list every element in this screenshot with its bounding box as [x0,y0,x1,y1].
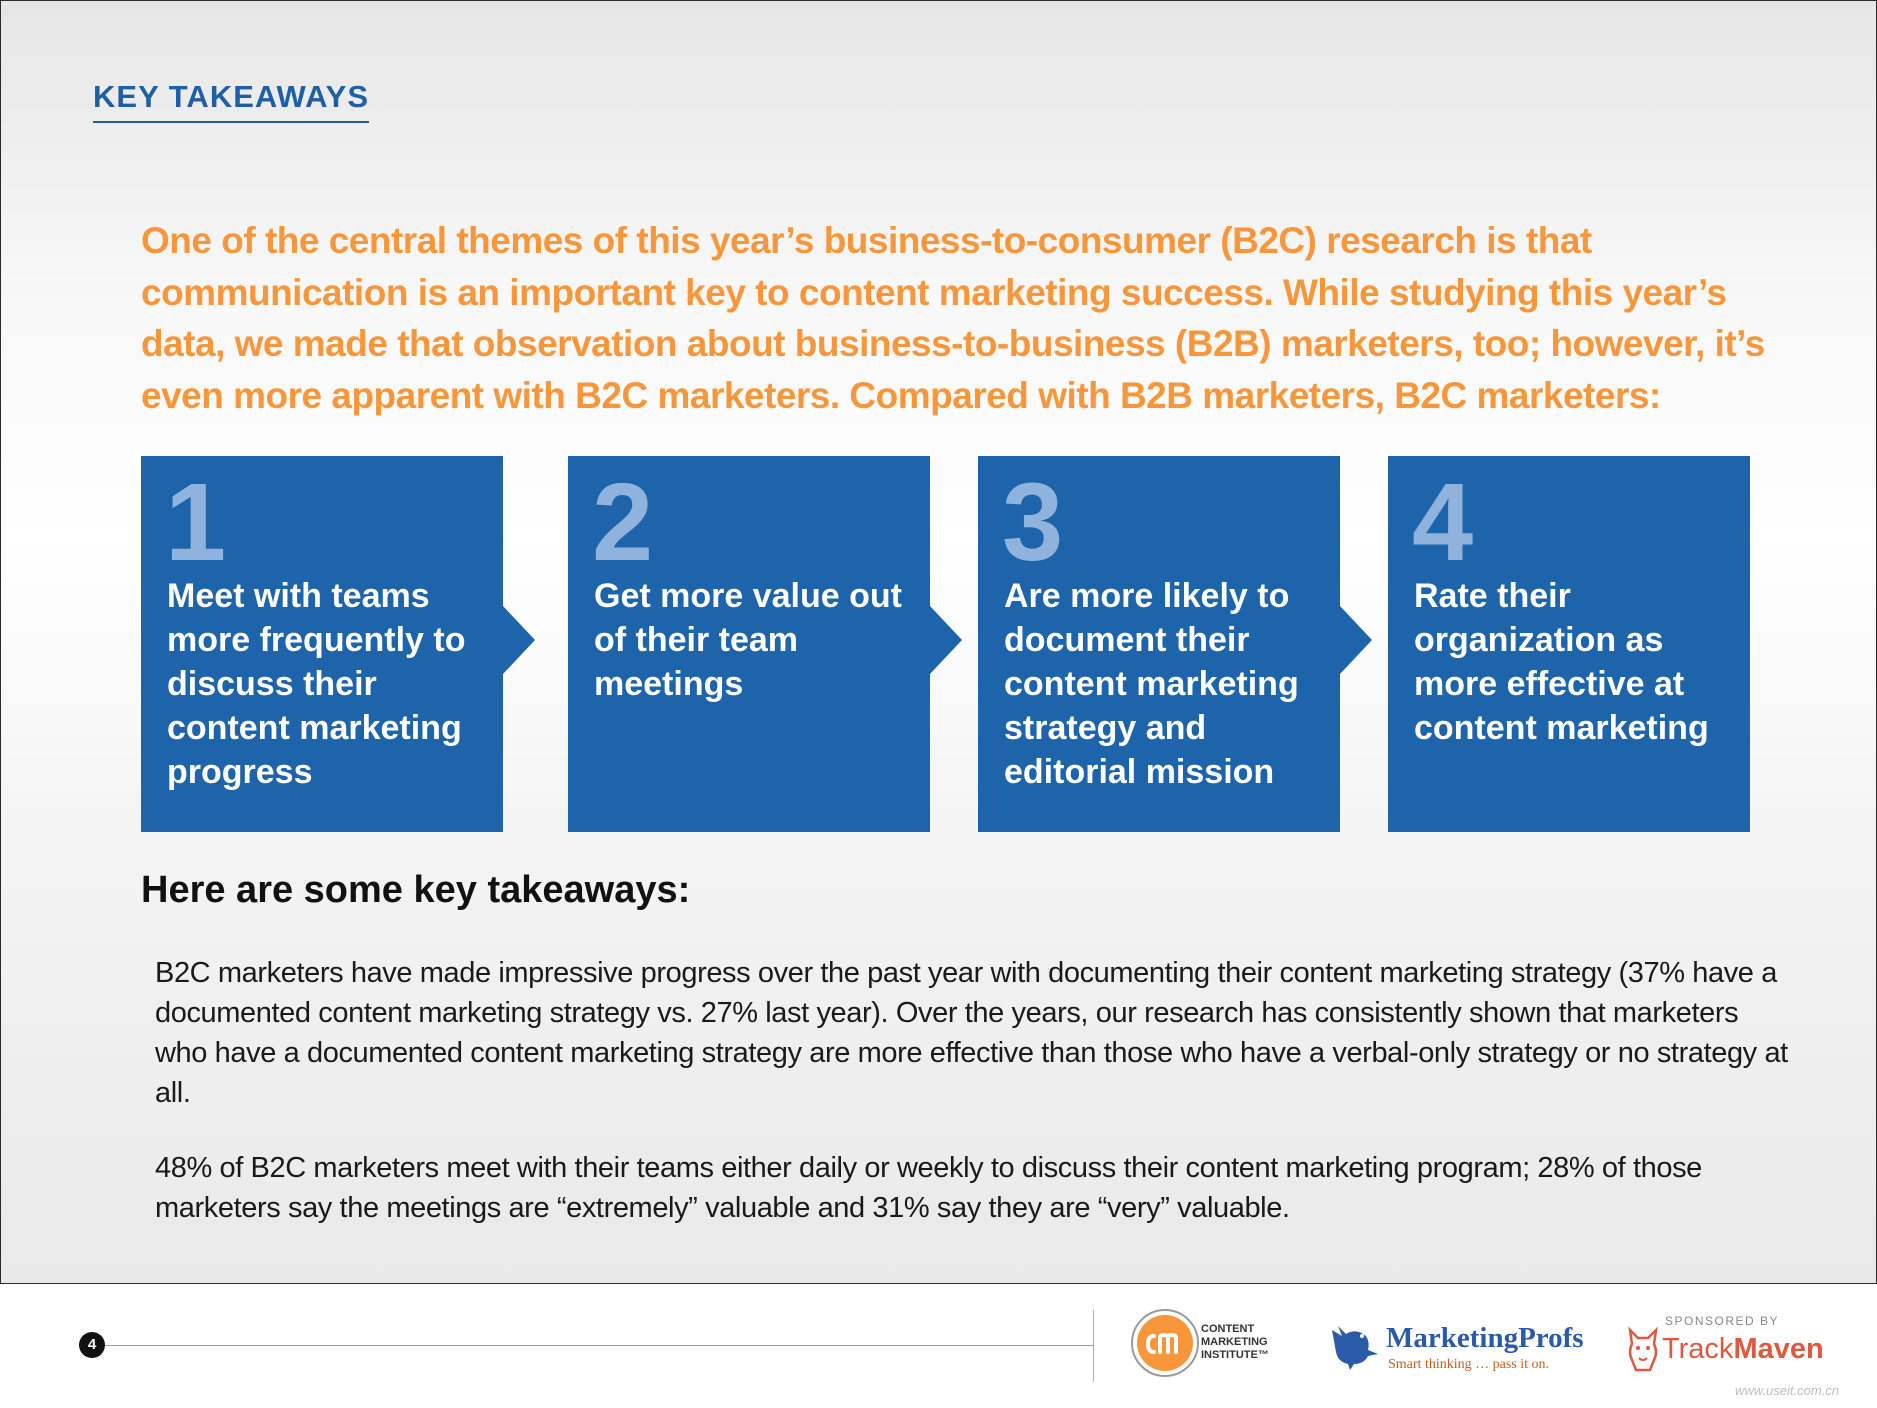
box-number: 1 [165,461,227,584]
sponsored-by-label: SPONSORED BY [1665,1314,1780,1328]
box-text: Meet with teams more frequently to discuss their content marketing progress [167,577,466,791]
takeaways-heading: Here are some key takeaways: [141,869,691,911]
cmi-line: CONTENT [1201,1323,1255,1335]
intro-paragraph: One of the central themes of this year’s business-to-consumer (B2C) research is that communication is an important key to content marketing success. While studying this year’s data, we made that observation about business-to-business (B2B) marketers, too; however, it’s even more apparent with B2C marketers. Compared with B2B marketers, B2C marketers: [141,220,1765,416]
box-number: 2 [592,461,654,584]
section-title: KEY TAKEAWAYS [93,79,369,123]
cmi-logo [1130,1308,1200,1378]
box-text: Rate their organization as more effective at content marketing [1414,577,1709,747]
marketingprofs-tagline: Smart thinking … pass it on. [1388,1357,1549,1372]
cmi-line: MARKETING [1201,1336,1268,1348]
trackmaven-name [1662,1333,1824,1366]
box-text: Get more value out of their team meetings [594,577,902,703]
takeaway-box-2 [568,456,930,832]
cmi-wordmark [1201,1323,1269,1362]
arrow-right-icon [930,606,962,674]
takeaway-paragraph-1: B2C marketers have made impressive progress over the past year with documenting their content marketing strategy (37% have a documented content marketing strategy vs. 27% last year). Over the years, our research has consistently shown that marketers who have a documented content marketing strategy are more effective than those who have a verbal-only strategy or no strategy at all. [155,957,1788,1109]
footer-divider [1093,1310,1094,1382]
trackmaven-maven: Maven [1733,1333,1824,1365]
marketingprofs-name: MarketingProfs [1386,1322,1584,1354]
box-text: Are more likely to document their content marketing strategy and editorial mission [1004,577,1299,791]
page-number: 4 [79,1332,105,1358]
marketingprofs-bird-icon [1326,1320,1382,1370]
takeaway-box-3 [978,456,1340,832]
box-number: 4 [1412,461,1474,584]
trackmaven-track: Track [1662,1333,1734,1365]
arrow-right-icon [1340,606,1372,674]
takeaway-box-4 [1388,456,1750,832]
arrow-right-icon [503,606,535,674]
trackmaven-dog-icon [1624,1326,1662,1374]
takeaway-paragraph-2: 48% of B2C marketers meet with their teams either daily or weekly to discuss their content marketing program; 28% of those marketers say the meetings are “extremely” valuable and 31% say they are “very” valuable. [155,1152,1702,1224]
box-number: 3 [1002,461,1064,584]
watermark: www.useit.com.cn [1735,1383,1840,1398]
cmi-line: INSTITUTE™ [1201,1349,1269,1361]
takeaway-box-1 [141,456,503,832]
footer-rule [96,1345,1093,1346]
